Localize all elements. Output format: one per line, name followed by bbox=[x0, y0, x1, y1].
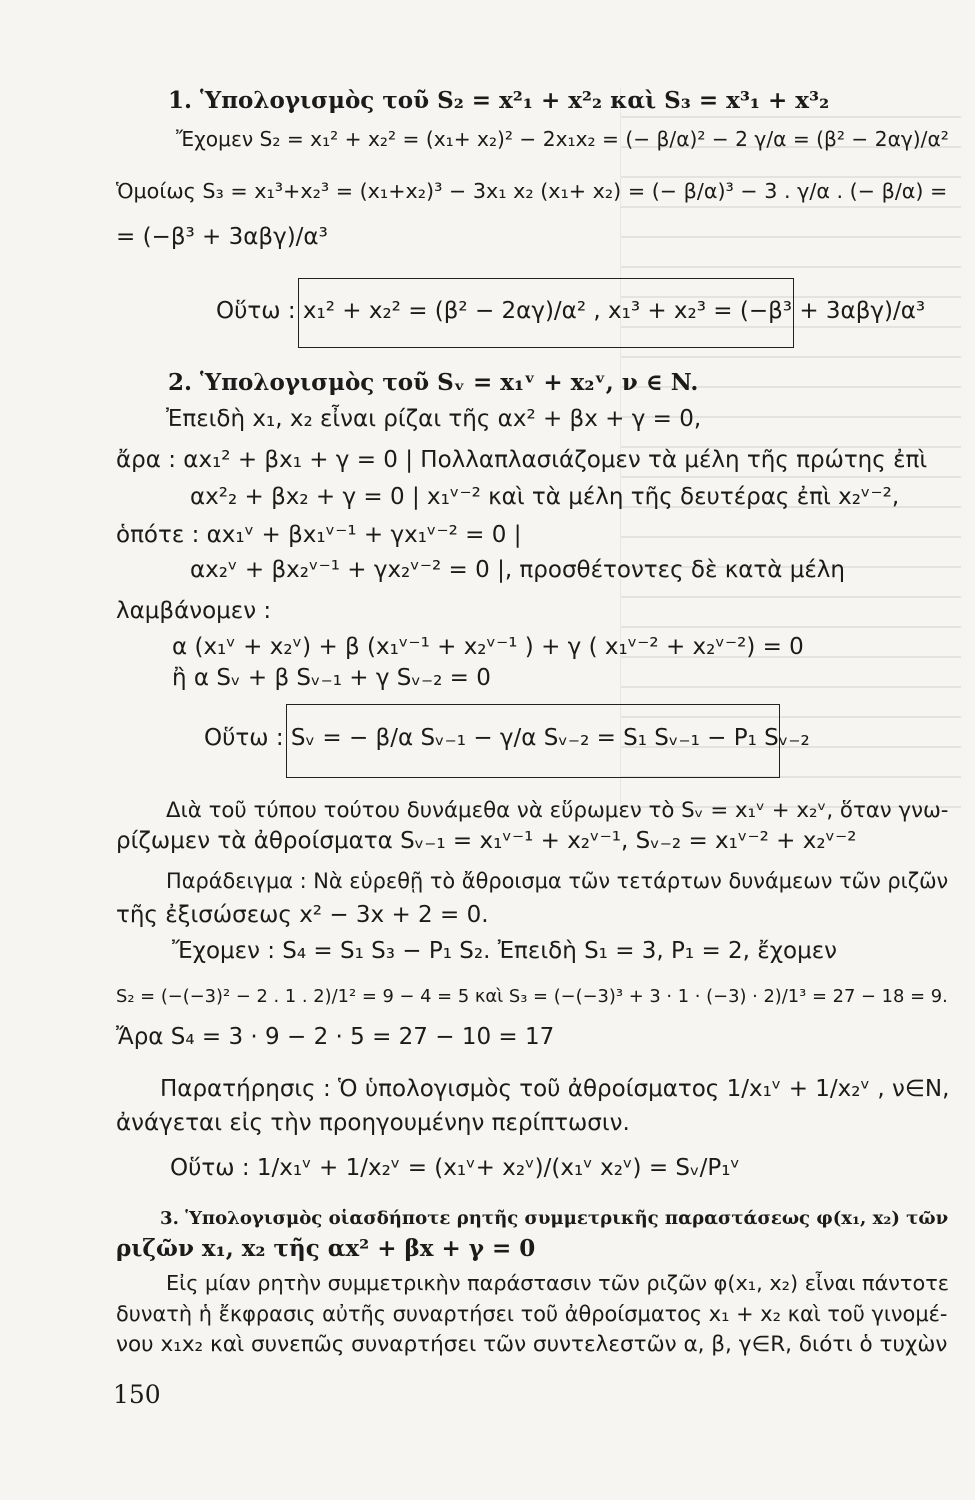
text-line: δυνατὴ ἡ ἔκφρασις αὐτῆς συναρτήσει τοῦ ἀθροίσματος x₁ + x₂ καὶ τοῦ γινομέ- bbox=[116, 1302, 948, 1326]
text-line: Οὕτω : 1/x₁ᵛ + 1/x₂ᵛ = (x₁ᵛ+ x₂ᵛ)/(x₁ᵛ x₂ᵛ) = Sᵥ/P₁ᵛ bbox=[170, 1155, 741, 1181]
text-line: ἀνάγεται εἰς τὴν προηγουμένην περίπτωσιν. bbox=[116, 1110, 630, 1136]
text-line: Εἰς μίαν ρητὴν συμμετρικὴν παράστασιν τῶν ριζῶν φ(x₁, x₂) εἶναι πάντοτε bbox=[166, 1271, 949, 1295]
text-line: S₂ = (−(−3)² − 2 . 1 . 2)/1² = 9 − 4 = 5 καὶ S₃ = (−(−3)³ + 3 · 1 · (−3) · 2)/1³ = 27 − 18 = 9. bbox=[116, 986, 948, 1007]
text-line: αx²₂ + βx₂ + γ = 0 | x₁ᵛ⁻² καὶ τὰ μέλη τῆς δευτέρας ἐπὶ x₂ᵛ⁻², bbox=[190, 484, 900, 510]
text-line: Ἔχομεν : S₄ = S₁ S₃ − P₁ S₂. Ἐπειδὴ S₁ = 3, P₁ = 2, ἔχομεν bbox=[172, 938, 837, 964]
text-line: Ἔχομεν S₂ = x₁² + x₂² = (x₁+ x₂)² − 2x₁x₂ = (− β/α)² − 2 γ/α = (β² − 2αγ)/α² bbox=[176, 127, 949, 151]
section-1-heading: 1. Ὑπολογισμὸς τοῦ S₂ = x²₁ + x²₂ καὶ S₃ = x³₁ + x³₂ bbox=[168, 87, 830, 114]
text-line: λαμβάνομεν : bbox=[116, 598, 272, 624]
text-line: ἄρα : αx₁² + βx₁ + γ = 0 | Πολλαπλασιάζομεν τὰ μέλη τῆς πρώτης ἐπὶ bbox=[116, 447, 928, 473]
page-number: 150 bbox=[113, 1380, 161, 1409]
example-line: Παράδειγμα : Νὰ εὑρεθῇ τὸ ἄθροισμα τῶν τετάρτων δυνάμεων τῶν ριζῶν bbox=[166, 869, 949, 893]
text-line: α (x₁ᵛ + x₂ᵛ) + β (x₁ᵛ⁻¹ + x₂ᵛ⁻¹ ) + γ ( x₁ᵛ⁻² + x₂ᵛ⁻²) = 0 bbox=[172, 634, 804, 660]
section-2-heading: 2. Ὑπολογισμὸς τοῦ Sᵥ = x₁ᵛ + x₂ᵛ, ν ∈ N. bbox=[168, 369, 699, 396]
text-line: Ὁμοίως S₃ = x₁³+x₂³ = (x₁+x₂)³ − 3x₁ x₂ (x₁+ x₂) = (− β/α)³ − 3 . γ/α . (− β/α) = bbox=[116, 179, 948, 203]
text-line: τῆς ἐξισώσεως x² − 3x + 2 = 0. bbox=[116, 902, 489, 928]
boxed-formula: Οὕτω : x₁² + x₂² = (β² − 2αγ)/α² , x₁³ + x₂³ = (−β³ + 3αβγ)/α³ bbox=[216, 298, 926, 324]
text-line: αx₂ᵛ + βx₂ᵛ⁻¹ + γx₂ᵛ⁻² = 0 |, προσθέτοντες δὲ κατὰ μέλη bbox=[190, 557, 845, 583]
text-line: ἢ α Sᵥ + β Sᵥ₋₁ + γ Sᵥ₋₂ = 0 bbox=[172, 665, 491, 691]
text-line: Ἐπειδὴ x₁, x₂ εἶναι ρίζαι τῆς αx² + βx + γ = 0, bbox=[166, 406, 702, 432]
text-line: νου x₁x₂ καὶ συνεπῶς συναρτήσει τῶν συντελεστῶν α, β, γ∈R, διότι ὁ τυχὼν bbox=[116, 1332, 948, 1357]
boxed-formula: Οὕτω : Sᵥ = − β/α Sᵥ₋₁ − γ/α Sᵥ₋₂ = S₁ Sᵥ₋₁ − P₁ Sᵥ₋₂ bbox=[204, 725, 810, 751]
text-line: = (−β³ + 3αβγ)/α³ bbox=[116, 224, 328, 250]
text-line: Διὰ τοῦ τύπου τούτου δυνάμεθα νὰ εὕρωμεν τὸ Sᵥ = x₁ᵛ + x₂ᵛ, ὅταν γνω- bbox=[166, 798, 949, 823]
section-3-heading-cont: ριζῶν x₁, x₂ τῆς αx² + βx + γ = 0 bbox=[116, 1235, 536, 1262]
remark-line: Παρατήρησις : Ὁ ὑπολογισμὸς τοῦ ἀθροίσματος 1/x₁ᵛ + 1/x₂ᵛ , ν∈N, bbox=[160, 1076, 950, 1102]
section-3-heading: 3. Ὑπολογισμὸς οἱασδήποτε ρητῆς συμμετρικῆς παραστάσεως φ(x₁, x₂) τῶν bbox=[160, 1208, 949, 1229]
text-line: Ἄρα S₄ = 3 · 9 − 2 · 5 = 27 − 10 = 17 bbox=[116, 1024, 555, 1050]
text-line: ρίζωμεν τὰ ἀθροίσματα Sᵥ₋₁ = x₁ᵛ⁻¹ + x₂ᵛ⁻¹, Sᵥ₋₂ = x₁ᵛ⁻² + x₂ᵛ⁻² bbox=[116, 828, 857, 854]
text-line: ὁπότε : αx₁ᵛ + βx₁ᵛ⁻¹ + γx₁ᵛ⁻² = 0 | bbox=[116, 522, 522, 548]
